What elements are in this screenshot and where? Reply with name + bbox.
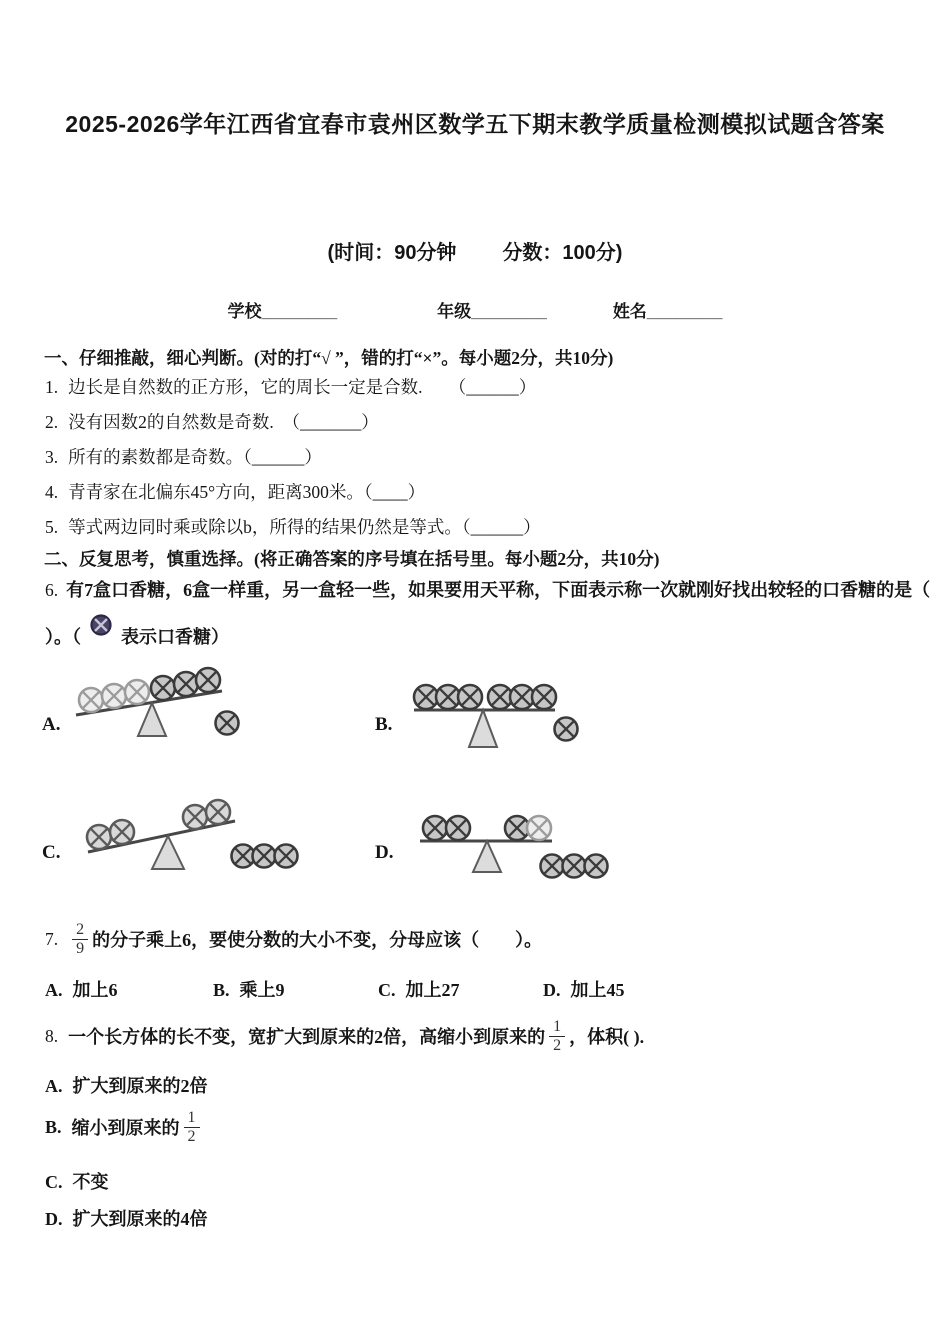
balance-scale-diagram-b — [405, 666, 640, 776]
question-number: 2. — [45, 412, 59, 432]
question-number: 3. — [45, 447, 59, 467]
section2-heading: 二、反复思考，慎重选择。(将正确答案的序号填在括号里。每小题2分，共10分) — [44, 549, 660, 569]
question-number: 4. — [45, 482, 59, 502]
q6-option-d — [373, 786, 703, 900]
tf-item-1 — [45, 374, 536, 399]
question-number: 1. — [45, 377, 59, 397]
question-text: 有7盒口香糖，6盒一样重，另一盒轻一些，如果要用天平称，下面表示称一次就刚好找出较轻的口香糖的是（ — [66, 580, 931, 600]
question-number: 6. — [45, 580, 59, 600]
fraction-1-2: $\frac{1}{2}$ — [549, 1018, 565, 1055]
q6-line2-suffix: 表示口香糖） — [121, 627, 229, 647]
tf-item-3 — [45, 444, 322, 469]
q8-option-d: D. 扩大到原来的4倍 — [45, 1209, 208, 1229]
question-text: 的分子乘上6，要使分数的大小不变，分母应该（ ）。 — [92, 930, 543, 950]
fraction-1-2: $\frac{1}{2}$ — [184, 1109, 200, 1146]
tf-item-4 — [45, 479, 425, 504]
name-blank: 姓名________ — [612, 302, 723, 321]
question-text-after-fraction: ，体积( ). — [569, 1027, 645, 1047]
q6-line2-prefix: ）。（ — [45, 627, 81, 647]
q7-option-c: C. 加上27 — [378, 980, 460, 1000]
tf-item-5 — [45, 514, 541, 539]
student-info-line — [0, 297, 950, 322]
fraction-2-9: $\frac{2}{9}$ — [72, 921, 88, 958]
exam-meta-line — [0, 236, 950, 265]
q6-stem-line1 — [45, 576, 930, 602]
gum-ball-icon — [89, 613, 113, 642]
q6-stem-line2 — [45, 618, 229, 654]
q8-option-b: B. 缩小到原来的 $\frac{1}{2}$ — [45, 1102, 204, 1152]
q7-option-b: B. 乘上9 — [213, 980, 285, 1000]
q7-option-d: D. 加上45 — [543, 980, 625, 1000]
grade-blank: 年级________ — [437, 302, 547, 321]
question-text: 等式两边同时乘或除以b，所得的结果仍然是等式。（______） — [68, 517, 541, 537]
option-label: A. — [42, 714, 61, 735]
page-title: 2025-2026学年江西省宜春市袁州区数学五下期末教学质量检测模拟试题含答案 — [65, 111, 885, 137]
question-text: 没有因数2的自然数是奇数. （_______） — [68, 412, 379, 432]
question-text: 所有的素数都是奇数。（______） — [68, 447, 322, 467]
question-text: 青青家在北偏东45°方向，距离300米。（____） — [68, 482, 426, 502]
q7-option-a: A. 加上6 — [45, 980, 118, 1000]
score-label: 分数：100分) — [502, 242, 623, 264]
option-label: D. — [375, 842, 394, 863]
option-label: C. — [42, 842, 61, 863]
question-number: 7. — [45, 928, 59, 949]
q6-option-a — [40, 664, 370, 778]
q6-option-c — [40, 786, 370, 900]
option-label: B. — [375, 714, 393, 735]
question-text: 边长是自然数的正方形，它的周长一定是合数. （______） — [68, 377, 537, 397]
q8-option-c: C. 不变 — [45, 1172, 109, 1192]
q8-stem — [45, 1008, 644, 1064]
balance-scale-diagram-d — [405, 788, 640, 898]
balance-scale-diagram-a — [72, 666, 307, 776]
q6-option-b — [373, 664, 703, 778]
tf-item-2 — [45, 409, 379, 434]
question-number: 8. — [45, 1025, 59, 1046]
section1-heading: 一、仔细推敲，细心判断。(对的打“√ ”，错的打“×”。每小题2分，共10分) — [44, 348, 614, 368]
question-text-before-fraction: 一个长方体的长不变，宽扩大到原来的2倍，高缩小到原来的 — [68, 1027, 546, 1047]
time-label: (时间：90分钟 — [327, 242, 457, 264]
balance-scale-diagram-c — [72, 788, 307, 898]
q8-option-a: A. 扩大到原来的2倍 — [45, 1076, 208, 1096]
q7-stem — [45, 910, 542, 968]
question-number: 5. — [45, 517, 59, 537]
school-blank: 学校________ — [227, 302, 338, 321]
